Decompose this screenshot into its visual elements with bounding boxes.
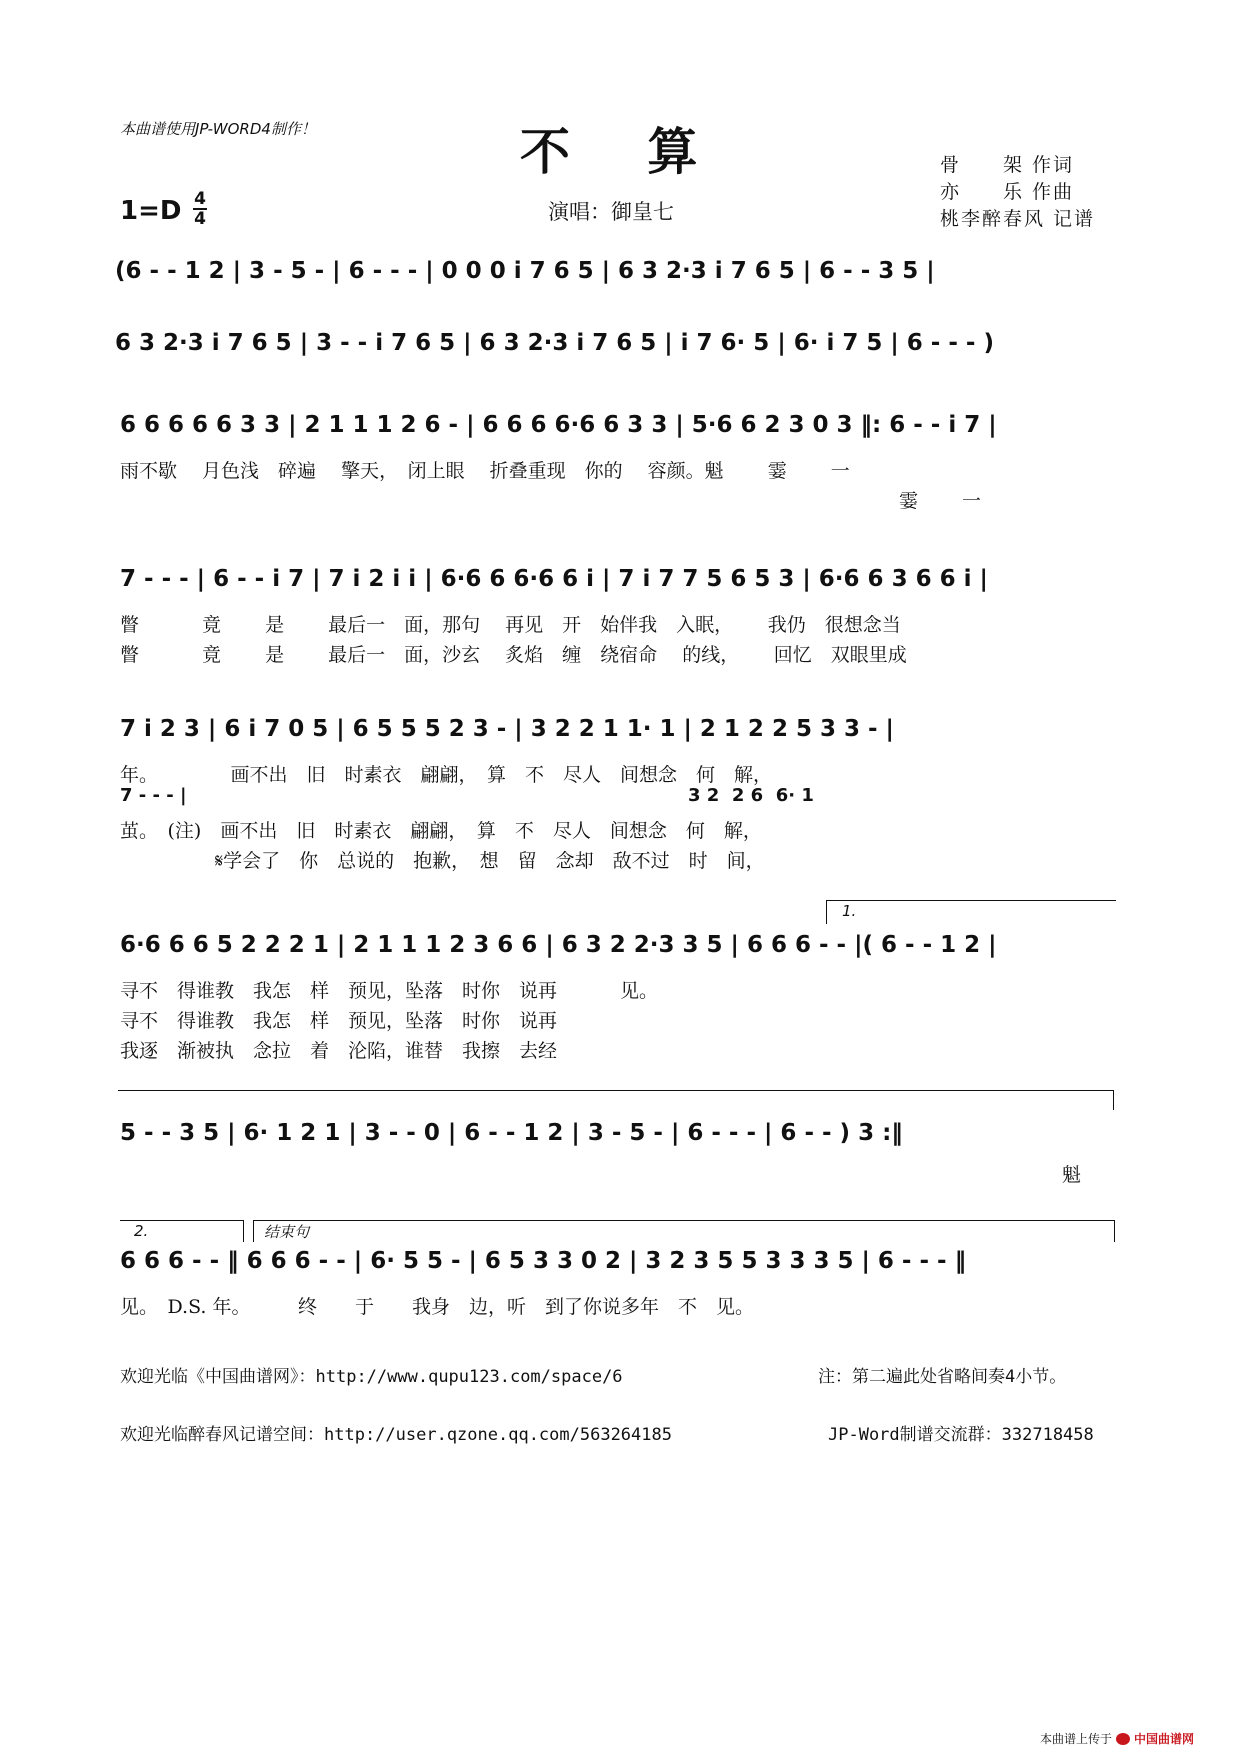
coda-bracket-start xyxy=(253,1220,254,1242)
volta-2-end xyxy=(243,1220,244,1242)
coda-bracket xyxy=(253,1220,1115,1221)
coda-label: 结束句 xyxy=(264,1223,310,1241)
footer-space-link[interactable]: 欢迎光临醉春风记谱空间：http://user.qzone.qq.com/563264185 xyxy=(120,1425,672,1445)
lyricist: 骨 架 作词 xyxy=(940,154,1075,176)
coda-bracket-end xyxy=(1114,1220,1115,1242)
footer-group: JP-Word制谱交流群：332718458 xyxy=(828,1425,1094,1445)
lyric-row-3-verse-1: 雨不歇 月色浅 碎遍 擎天， 闭上眼 折叠重现 你的 容颜。魁 霎 一 xyxy=(120,460,850,482)
notation-row-1: (6 - - 1 2 | 3 - 5 - | 6 - - - | 0 0 0 i 7 6 5 | 6 3 2·3 i 7 6 5 | 6 - - 3 5 | xyxy=(115,258,935,284)
lyric-row-8: 见。 D.S. 年。 终 于 我身 边，听 到了你说多年 不 见。 xyxy=(120,1296,755,1318)
notation-row-8: 6 6 6 - - ‖ 6 6 6 - - | 6· 5 5 - | 6 5 3 3 0 2 | 3 2 3 5 5 3 3 3 5 | 6 - - - ‖ xyxy=(120,1248,967,1274)
footer-note: 注：第二遍此处省略间奏4小节。 xyxy=(818,1367,1067,1387)
lyric-row-5-verse-2: 茧。 (注) 画不出 旧 时素衣 翩翩， 算 不 尽人 间想念 何 解， xyxy=(120,820,762,842)
notation-row-6: 6·6 6 6 5 2 2 2 1 | 2 1 1 1 2 3 6 6 | 6 3 2 2·3 3 5 | 6 6 6 - - |( 6 - - 1 2 | xyxy=(120,932,997,958)
volta-1-bracket xyxy=(826,900,1116,901)
upload-badge xyxy=(1040,1730,1194,1747)
transcriber: 桃李醉春风 记谱 xyxy=(940,208,1096,230)
alt-notation-row-5: 7 - - - | xyxy=(120,785,187,806)
page-title: 不 算 xyxy=(520,122,728,181)
credits xyxy=(940,152,1095,233)
lyric-row-6-verse-3: 我逐 渐被执 念拉 着 沦陷，谁替 我擦 去经 xyxy=(120,1040,558,1062)
volta-1-start xyxy=(826,900,827,924)
notation-row-2: 6 3 2·3 i 7 6 5 | 3 - - i 7 6 5 | 6 3 2·3 i 7 6 5 | i 7 6· 5 | 6· i 7 5 | 6 - - - ) xyxy=(115,330,994,356)
notation-row-3: 6 6 6 6 6 3 3 | 2 1 1 1 2 6 - | 6 6 6 6·6 6 3 3 | 5·6 6 2 3 0 3 ‖: 6 - - i 7 | xyxy=(120,412,997,438)
lyric-row-3-verse-2: 霎 一 xyxy=(120,490,982,512)
volta-continuation-end xyxy=(1113,1090,1114,1110)
site-logo-icon xyxy=(1116,1733,1130,1745)
notation-row-5: 7 i 2 3 | 6 i 7 0 5 | 6 5 5 5 2 3 - | 3 2 2 1 1· 1 | 2 1 2 2 5 3 3 - | xyxy=(120,716,894,742)
notation-row-4: 7 - - - | 6 - - i 7 | 7 i 2 i i | 6·6 6 6·6 6 i | 7 i 7 7 5 6 5 3 | 6·6 6 3 6 6 i | xyxy=(120,566,988,592)
volta-2-bracket xyxy=(120,1220,244,1221)
software-note: 本曲谱使用JP-WORD4制作！ xyxy=(120,120,316,138)
alt-notation-row-5-second: 3 2 2 6 6· 1 xyxy=(688,785,814,806)
notation-row-7: 5 - - 3 5 | 6· 1 2 1 | 3 - - 0 | 6 - - 1 2 | 3 - 5 - | 6 - - - | 6 - - ) 3 :‖ xyxy=(120,1120,903,1146)
volta-continuation-line xyxy=(118,1090,1114,1091)
time-sig-top: 4 xyxy=(194,189,206,209)
time-sig-bottom: 4 xyxy=(194,209,206,229)
singer: 演唱：御皇七 xyxy=(548,200,674,224)
lyric-row-4-verse-1: 瞥 竟 是 最后一 面，那句 再见 开 始伴我 入眠， 我仍 很想念当 xyxy=(120,614,901,636)
lyric-row-4-verse-2: 瞥 竟 是 最后一 面，沙玄 炙焰 缠 绕宿命 的线， 回忆 双眼里成 xyxy=(120,644,907,666)
lyric-row-6-verse-2: 寻不 得谁教 我怎 样 预见，坠落 时你 说再 xyxy=(120,1010,558,1032)
lyric-row-5-verse-3: 𝄋学会了 你 总说的 抱歉， 想 留 念却 敌不过 时 间， xyxy=(120,850,765,872)
volta-2-label: 2. xyxy=(134,1222,149,1240)
upload-text: 本曲谱上传于 xyxy=(1040,1732,1113,1746)
lyric-row-6-verse-1: 寻不 得谁教 我怎 样 预见，坠落 时你 说再 见。 xyxy=(120,980,659,1002)
time-signature xyxy=(193,190,207,228)
key-signature: 1=D xyxy=(120,196,182,226)
volta-1-label: 1. xyxy=(842,902,857,920)
lyric-row-7: 魁 xyxy=(1062,1164,1082,1186)
lyric-row-5-verse-1: 年。 画不出 旧 时素衣 翩翩， 算 不 尽人 间想念 何 解， xyxy=(120,764,773,786)
site-logo-text: 中国曲谱网 xyxy=(1134,1732,1195,1746)
composer: 亦 乐 作曲 xyxy=(940,181,1075,203)
footer-site-link[interactable]: 欢迎光临《中国曲谱网》：http://www.qupu123.com/space/6 xyxy=(120,1367,623,1387)
